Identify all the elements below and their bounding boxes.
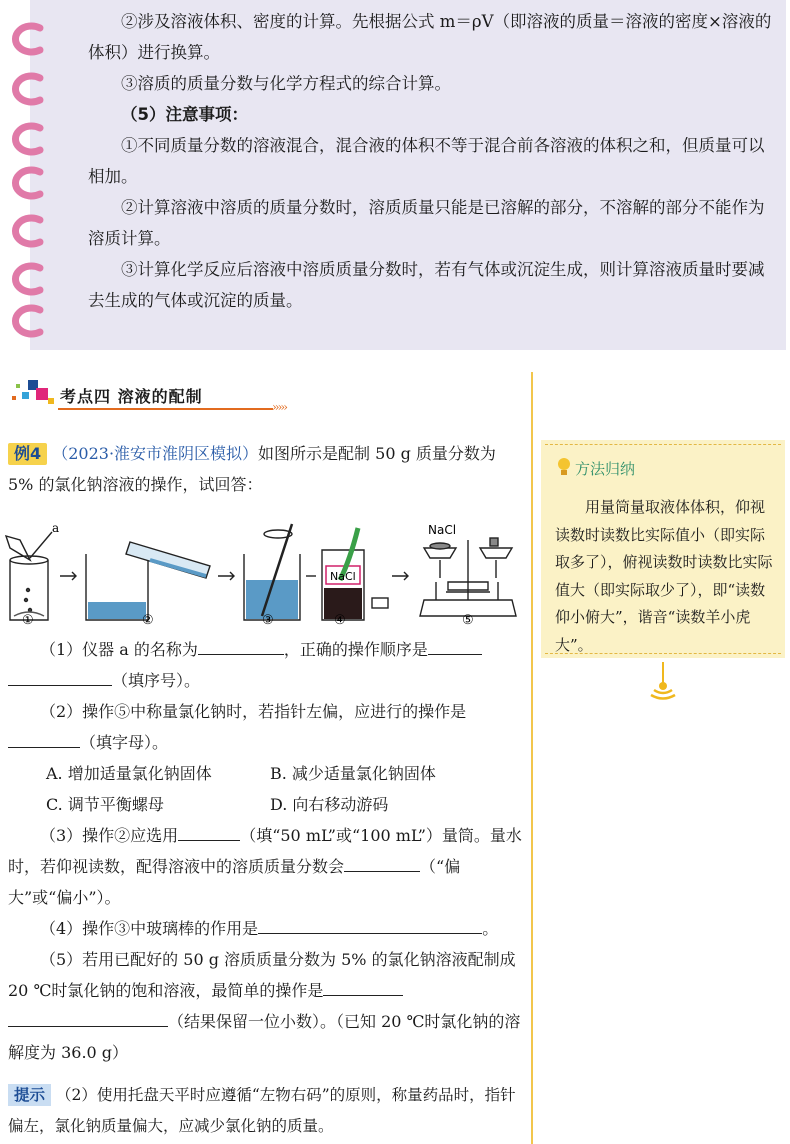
method-box	[541, 440, 785, 658]
q1-blank1[interactable]	[198, 637, 284, 655]
q3-blank1[interactable]	[178, 823, 240, 841]
tip-block	[8, 1080, 524, 1142]
arrows-icon: ›››››	[272, 400, 286, 414]
experiment-figure	[0, 520, 530, 625]
q3-text2: （填“50 mL”或“100 mL”）量筒。量水时，若仰视读数，配得溶液中的溶质质量分数会	[8, 826, 522, 876]
option-b: B. 减少适量氯化钠固体	[270, 764, 436, 783]
label-a: a	[52, 521, 60, 535]
q1-text3: （填序号）。	[112, 671, 201, 690]
section-underline	[58, 408, 273, 410]
fig-num-1: ①	[22, 613, 34, 625]
q5-blank1[interactable]	[323, 978, 403, 996]
method-body: 用量筒量取液体体积，仰视读数时读数比实际值小（即实际取多了），俯视读数时读数比实际值大（即实际取少了），即“读数仰小俯大”，谐音“读数羊小虎大”。	[555, 498, 773, 654]
q3-text3: （“偏大”或“偏小”）。	[8, 857, 461, 907]
example-stem-text: 如图所示是配制 50 g 质量分数为 5% 的氯化钠溶液的操作，试回答：	[8, 444, 496, 494]
q2-text: （2）操作⑤中称量氯化钠时，若指针左偏，应进行的操作是	[40, 702, 467, 721]
note-item3: ③溶质的质量分数与化学方程式的综合计算。	[121, 74, 451, 93]
note-point2: ②计算溶液中溶质的质量分数时，溶质质量只能是已溶解的部分，不溶解的部分不能作为溶质计算。	[88, 198, 765, 248]
fig-num-2: ②	[142, 613, 154, 625]
notes-text	[88, 6, 778, 316]
questions	[8, 634, 524, 1068]
ring-icon	[15, 126, 40, 152]
q1-text2: ，正确的操作顺序是	[283, 640, 428, 659]
option-d: D. 向右移动游码	[270, 795, 389, 814]
fig-num-3: ③	[262, 613, 274, 625]
note-point3: ③计算化学反应后溶液中溶质质量分数时，若有气体或沉淀生成，则计算溶液质量时要减去生成的气体或沉淀的质量。	[88, 260, 765, 310]
column-divider	[531, 372, 533, 1144]
q3-blank2[interactable]	[344, 854, 420, 872]
bottle-label: NaCl	[330, 570, 356, 583]
tip-tag: 提示	[8, 1084, 51, 1106]
option-c: C. 调节平衡螺母	[46, 795, 164, 814]
example-tag: 例4	[8, 443, 47, 465]
ring-icon	[15, 76, 40, 102]
q4-text2: 。	[482, 919, 499, 938]
q2-text2: （填字母）。	[80, 733, 169, 752]
q5-blank2[interactable]	[8, 1009, 168, 1027]
q5-text2: （结果保留一位小数）。（已知 20 ℃时氯化钠的溶解度为 36.0 g）	[8, 1012, 521, 1062]
lightbulb-icon	[555, 456, 573, 478]
binder-rings	[0, 0, 60, 350]
q5-text: （5）若用已配好的 50 g 溶质质量分数为 5% 的氯化钠溶液配制成 20 ℃时氯化钠的饱和溶液，最简单的操作是	[8, 950, 516, 1000]
fig-num-5: ⑤	[462, 613, 474, 625]
option-a: A. 增加适量氯化钠固体	[46, 764, 212, 783]
ring-icon	[15, 26, 40, 52]
example-source: （2023·淮安市淮阴区模拟）	[52, 444, 259, 463]
example-stem	[8, 438, 524, 500]
fig-num-4: ④	[334, 613, 346, 625]
q1-blank2b[interactable]	[8, 668, 112, 686]
ring-icon	[15, 218, 40, 244]
q2-blank[interactable]	[8, 730, 80, 748]
note-item2: ②涉及溶液体积、密度的计算。先根据公式 m＝ρV（即溶液的质量＝溶液的密度×溶液的体积）进行换算。	[88, 12, 772, 62]
section-title: 考点四 溶液的配制	[60, 387, 203, 406]
ring-icon	[15, 266, 40, 292]
q1-blank2a[interactable]	[428, 637, 482, 655]
ring-icon	[15, 170, 40, 196]
q1-text: （1）仪器 a 的名称为	[40, 640, 198, 659]
balance-label: NaCl	[428, 523, 457, 537]
method-title: 方法归纳	[575, 460, 636, 478]
note-point1: ①不同质量分数的溶液混合，混合液的体积不等于混合前各溶液的体积之和，但质量可以相加。	[88, 136, 765, 186]
signal-icon	[648, 662, 678, 702]
q4-blank[interactable]	[258, 916, 482, 934]
q3-text: （3）操作②应选用	[40, 826, 179, 845]
tip-text: （2）使用托盘天平时应遵循“左物右码”的原则，称量药品时，指针偏左，氯化钠质量偏大，应减少氯化钠的质量。	[8, 1086, 516, 1135]
q4-text: （4）操作③中玻璃棒的作用是	[40, 919, 259, 938]
note-section5: （5）注意事项：	[121, 105, 248, 124]
ring-icon	[15, 308, 40, 334]
dash-top	[545, 444, 781, 445]
